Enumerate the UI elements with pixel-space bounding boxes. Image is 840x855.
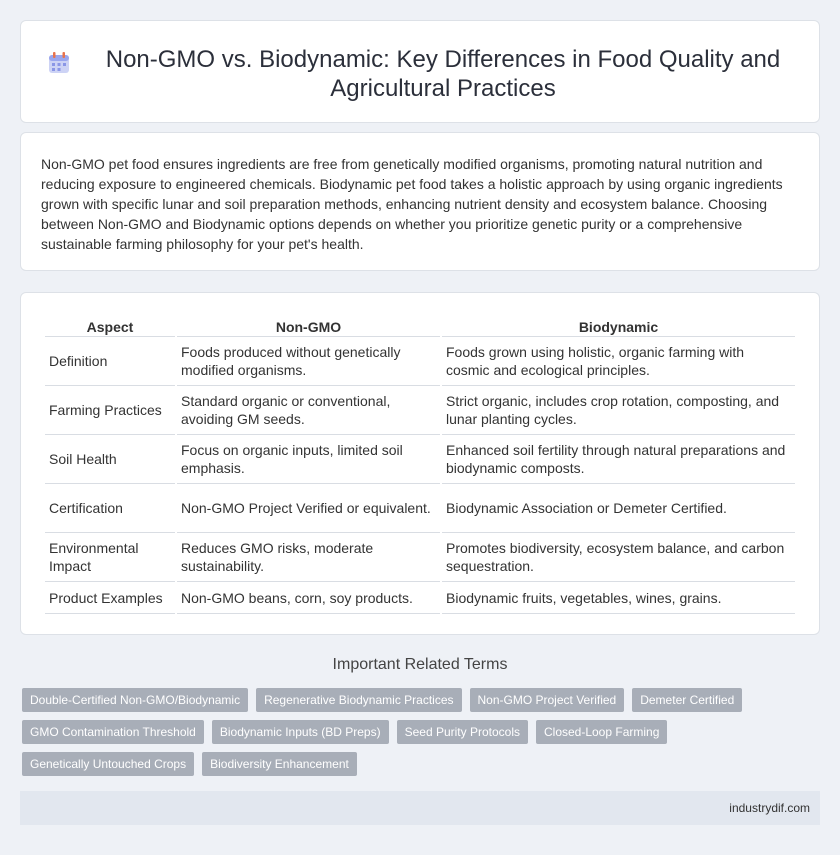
biodynamic-cell: Biodynamic fruits, vegetables, wines, grains. (442, 582, 795, 614)
biodynamic-cell: Foods grown using holistic, organic farming with cosmic and ecological principles. (442, 337, 795, 386)
related-term-tag[interactable]: Seed Purity Protocols (397, 720, 528, 744)
column-header-aspect: Aspect (45, 315, 175, 337)
footer-site-link[interactable]: industrydif.com (729, 801, 810, 815)
intro-card (20, 132, 820, 271)
comparison-table-card (20, 292, 820, 635)
page-title: Non-GMO vs. Biodynamic: Key Differences in Food Quality and Agricultural Practices (105, 46, 781, 102)
related-term-tag[interactable]: Biodiversity Enhancement (202, 752, 357, 776)
aspect-cell: Certification (45, 484, 175, 533)
column-header-non-gmo: Non-GMO (177, 315, 440, 337)
table-row (45, 337, 795, 386)
table-row (45, 386, 795, 435)
non-gmo-cell: Foods produced without genetically modified organisms. (177, 337, 440, 386)
aspect-cell: Product Examples (45, 582, 175, 614)
table-row (45, 533, 795, 582)
aspect-cell: Soil Health (45, 435, 175, 484)
related-terms-tags (22, 688, 818, 776)
biodynamic-cell: Strict organic, includes crop rotation, composting, and lunar planting cycles. (442, 386, 795, 435)
related-term-tag[interactable]: Demeter Certified (632, 688, 742, 712)
table-row (45, 582, 795, 614)
column-header-biodynamic: Biodynamic (442, 315, 795, 337)
biodynamic-cell: Biodynamic Association or Demeter Certified. (442, 484, 795, 533)
table-row (45, 484, 795, 533)
title-row (21, 45, 819, 103)
related-term-tag[interactable]: Genetically Untouched Crops (22, 752, 194, 776)
related-term-tag[interactable]: Closed-Loop Farming (536, 720, 667, 744)
related-terms-title: Important Related Terms (332, 656, 508, 673)
table-row (45, 435, 795, 484)
non-gmo-cell: Non-GMO Project Verified or equivalent. (177, 484, 440, 533)
aspect-cell: Farming Practices (45, 386, 175, 435)
non-gmo-cell: Standard organic or conventional, avoiding GM seeds. (177, 386, 440, 435)
related-term-tag[interactable]: Regenerative Biodynamic Practices (256, 688, 461, 712)
header-card (20, 20, 820, 123)
non-gmo-cell: Focus on organic inputs, limited soil emphasis. (177, 435, 440, 484)
aspect-cell: Definition (45, 337, 175, 386)
related-term-tag[interactable]: Biodynamic Inputs (BD Preps) (212, 720, 389, 744)
aspect-cell: Environmental Impact (45, 533, 175, 582)
biodynamic-cell: Promotes biodiversity, ecosystem balance, and carbon sequestration. (442, 533, 795, 582)
non-gmo-cell: Non-GMO beans, corn, soy products. (177, 582, 440, 614)
related-term-tag[interactable]: Double-Certified Non-GMO/Biodynamic (22, 688, 248, 712)
footer (20, 791, 820, 825)
non-gmo-cell: Reduces GMO risks, moderate sustainability. (177, 533, 440, 582)
calendar-icon (47, 51, 71, 75)
biodynamic-cell: Enhanced soil fertility through natural preparations and biodynamic composts. (442, 435, 795, 484)
related-term-tag[interactable]: GMO Contamination Threshold (22, 720, 204, 744)
comparison-table (43, 315, 797, 614)
table-header-row (45, 315, 795, 337)
related-term-tag[interactable]: Non-GMO Project Verified (470, 688, 625, 712)
intro-paragraph: Non-GMO pet food ensures ingredients are free from genetically modified organisms, promoting natural nutrition and reducing exposure to engineered chemicals. Biodynamic pet food takes a holistic approach by using organic ingredients grown with specific lunar and soil preparation methods, enhancing nutrient density and ecosystem balance. Choosing between Non-GMO and Biodynamic options depends on whether you prioritize genetic purity or a comprehensive sustainable farming philosophy for your pet's health. (41, 156, 783, 252)
